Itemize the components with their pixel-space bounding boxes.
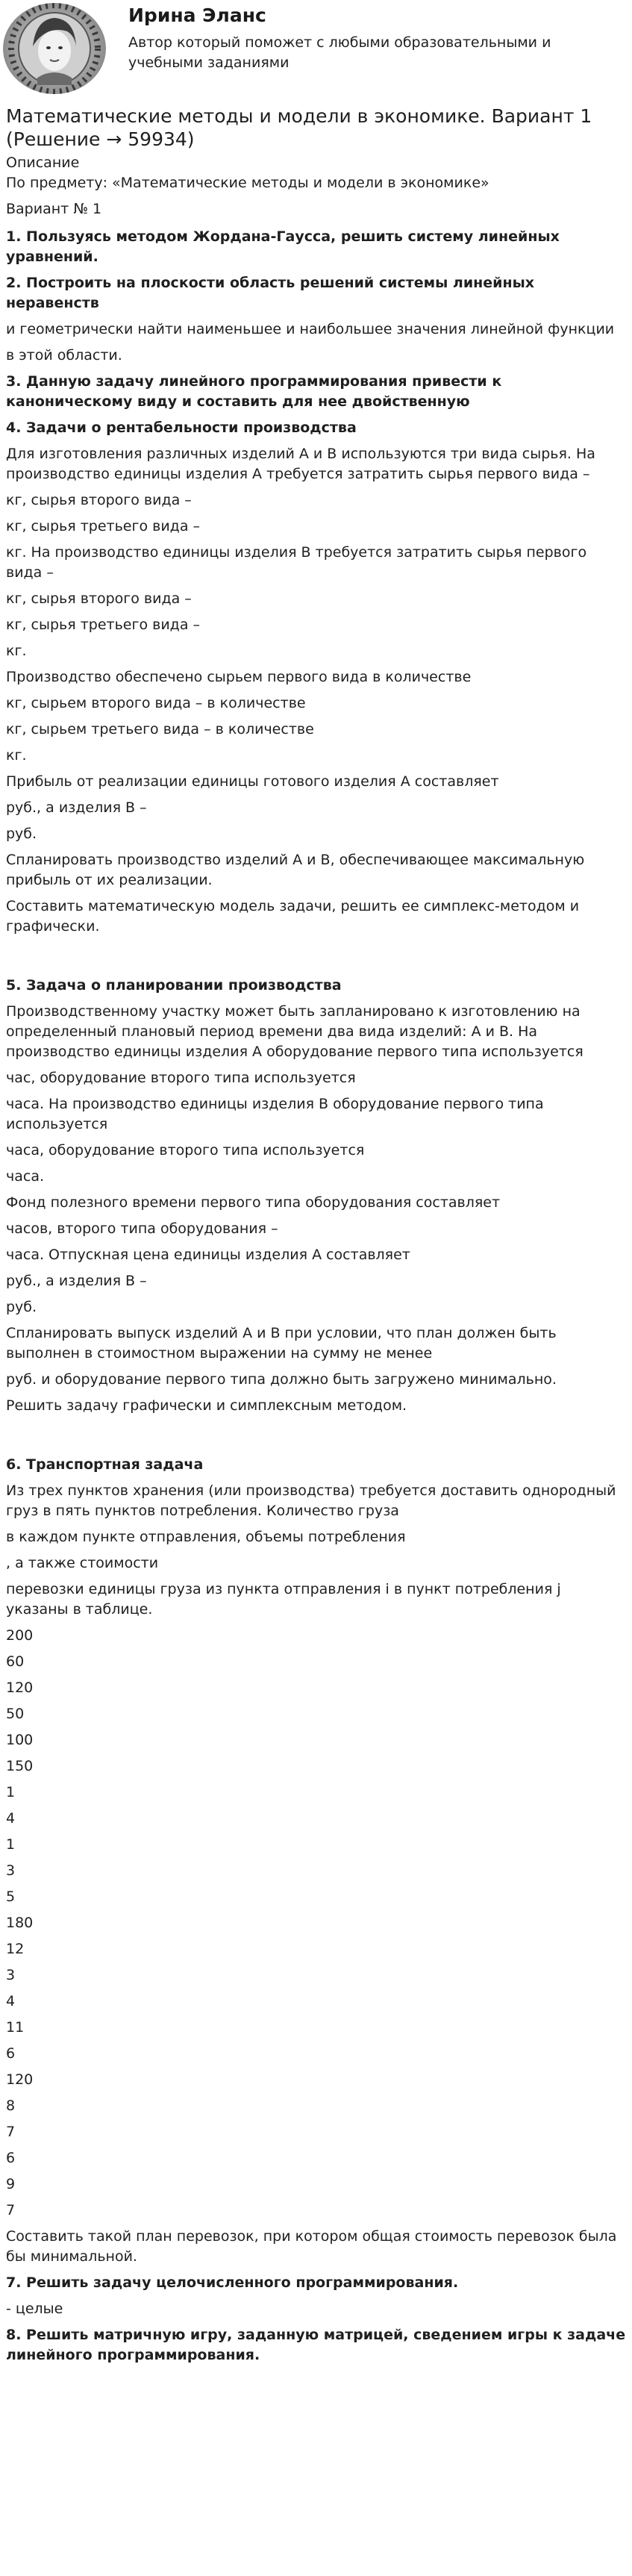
paragraph: 100 xyxy=(6,1732,34,1748)
paragraph: кг, сырья второго вида – xyxy=(6,590,192,607)
paragraph: 7. Решить задачу целочисленного программирования. xyxy=(6,2274,459,2291)
paragraph: час, оборудование второго типа используется xyxy=(6,1070,356,1086)
paragraph: кг, сырья третьего вида – xyxy=(6,518,200,534)
paragraph: кг, сырьем второго вида – в количестве xyxy=(6,695,306,711)
paragraph: кг. xyxy=(6,747,27,764)
paragraph: 6. Транспортная задача xyxy=(6,1456,204,1473)
paragraph: руб. и оборудование первого типа должно быть загружено минимально. xyxy=(6,1371,557,1388)
paragraph: руб., а изделия B – xyxy=(6,799,147,816)
paragraph: 9 xyxy=(6,2176,16,2192)
paragraph: 50 xyxy=(6,1706,25,1722)
paragraph: 200 xyxy=(6,1627,34,1644)
paragraph: 3 xyxy=(6,1967,16,1983)
paragraph: Производственному участку может быть запланировано к изготовлению на определенный плановый период времени два вида изделий: A и B. На производство единицы изделия A оборудование первого типа используется xyxy=(6,1003,583,1060)
paragraph: Для изготовления различных изделий A и B используются три вида сырья. На производство единицы изделия A требуется затратить сырья первого вида – xyxy=(6,446,595,482)
paragraph: 8. Решить матричную игру, заданную матрицей, сведением игры к задаче линейного программирования. xyxy=(6,2327,626,2363)
paragraph: 2. Построить на плоскости область решений системы линейных неравенств xyxy=(6,275,535,311)
paragraph: Вариант № 1 xyxy=(6,201,102,217)
paragraph: 6 xyxy=(6,2045,16,2062)
paragraph: - целые xyxy=(6,2301,63,2317)
paragraph: 1 xyxy=(6,1784,16,1800)
paragraph: Производство обеспечено сырьем первого вида в количестве xyxy=(6,669,472,685)
author-photo-icon xyxy=(3,3,106,94)
paragraph: кг, сырьем третьего вида – в количестве xyxy=(6,721,314,737)
paragraph: перевозки единицы груза из пункта отправления i в пункт потребления j указаны в таблице. xyxy=(6,1581,561,1618)
paragraph: 120 xyxy=(6,1680,34,1696)
author-avatar[interactable] xyxy=(3,3,106,94)
paragraph: 12 xyxy=(6,1941,25,1957)
description-label: Описание xyxy=(6,155,80,171)
paragraph: 150 xyxy=(6,1758,34,1774)
paragraph: руб. xyxy=(6,826,37,842)
paragraph: часа. xyxy=(6,1168,44,1185)
paragraph: 6 xyxy=(6,2150,16,2166)
subject-line: По предмету: «Математические методы и модели в экономике» xyxy=(6,175,489,191)
paragraph: 4 xyxy=(6,1810,16,1827)
paragraph: 120 xyxy=(6,2071,34,2088)
paragraph: кг, сырья третьего вида – xyxy=(6,617,200,633)
paragraph: 60 xyxy=(6,1653,25,1670)
paragraph: Составить такой план перевозок, при котором общая стоимость перевозок была бы минимальной. xyxy=(6,2228,617,2265)
paragraph: Спланировать выпуск изделий A и B при условии, что план должен быть выполнен в стоимостном выражении на сумму не менее xyxy=(6,1325,557,1362)
paragraph: 4. Задачи о рентабельности производства xyxy=(6,420,357,436)
paragraph: 7 xyxy=(6,2202,16,2218)
paragraph: кг, сырья второго вида – xyxy=(6,492,192,508)
paragraph: и геометрически найти наименьшее и наибольшее значения линейной функции xyxy=(6,321,615,337)
task-text xyxy=(6,199,627,2366)
paragraph: Составить математическую модель задачи, решить ее симплекс-методом и графически. xyxy=(6,898,580,935)
paragraph: кг. На производство единицы изделия B требуется затратить сырья первого вида – xyxy=(6,544,587,581)
paragraph: 3. Данную задачу линейного программирования привести к каноническому виду и составить для нее двойственную xyxy=(6,373,502,410)
paragraph: 1. Пользуясь методом Жордана-Гаусса, решить систему линейных уравнений. xyxy=(6,228,560,265)
paragraph: Из трех пунктов хранения (или производства) требуется доставить однородный груз в пять пунктов потребления. Количество груза xyxy=(6,1482,616,1519)
paragraph: 180 xyxy=(6,1915,34,1931)
paragraph: 7 xyxy=(6,2124,16,2140)
paragraph: часов, второго типа оборудования – xyxy=(6,1220,278,1237)
paragraph: 5. Задача о планировании производства xyxy=(6,977,342,994)
paragraph: 11 xyxy=(6,2019,25,2036)
paragraph: 3 xyxy=(6,1862,16,1879)
paragraph: кг. xyxy=(6,643,27,659)
page-title: Математические методы и модели в экономике. Вариант 1 (Решение → 59934) xyxy=(6,105,592,150)
paragraph: Фонд полезного времени первого типа оборудования составляет xyxy=(6,1194,501,1211)
paragraph: 8 xyxy=(6,2098,16,2114)
paragraph: часа, оборудование второго типа используется xyxy=(6,1142,365,1158)
paragraph: часа. Отпускная цена единицы изделия A составляет xyxy=(6,1247,410,1263)
paragraph: , а также стоимости xyxy=(6,1555,159,1571)
paragraph: 5 xyxy=(6,1889,16,1905)
paragraph: Спланировать производство изделий A и B, обеспечивающее максимальную прибыль от их реализации. xyxy=(6,852,585,888)
author-name[interactable]: Ирина Эланс xyxy=(128,4,266,26)
description-section xyxy=(6,153,627,2371)
paragraph: 4 xyxy=(6,1993,16,2009)
paragraph: в этой области. xyxy=(6,347,122,364)
author-tagline: Автор который поможет с любыми образовательными и учебными заданиями xyxy=(128,34,551,71)
paragraph: Решить задачу графически и симплексным методом. xyxy=(6,1397,407,1414)
paragraph: руб. xyxy=(6,1299,37,1315)
paragraph: 1 xyxy=(6,1836,16,1853)
author-header xyxy=(0,0,632,101)
paragraph: Прибыль от реализации единицы готового изделия A составляет xyxy=(6,773,499,790)
paragraph: часа. На производство единицы изделия B оборудование первого типа используется xyxy=(6,1096,544,1132)
paragraph: в каждом пункте отправления, объемы потребления xyxy=(6,1529,406,1545)
paragraph: руб., а изделия B – xyxy=(6,1273,147,1289)
